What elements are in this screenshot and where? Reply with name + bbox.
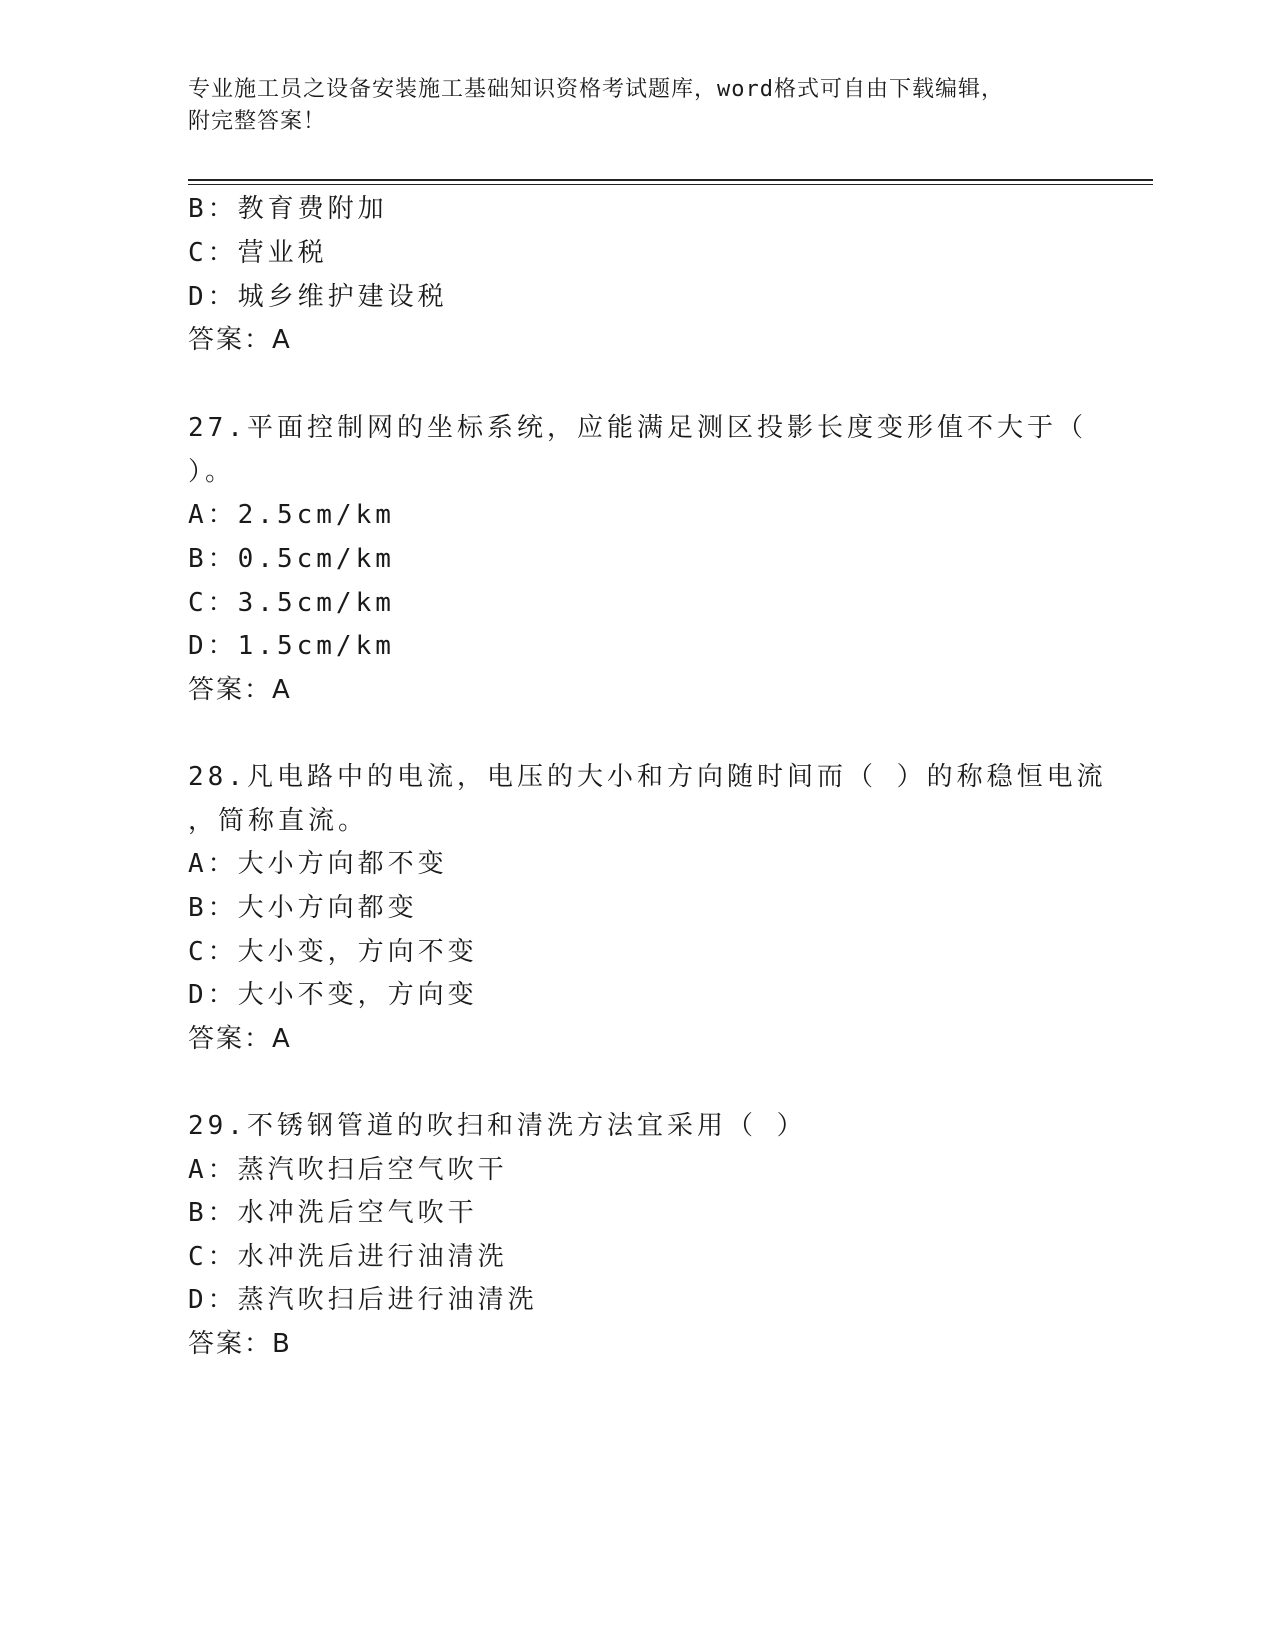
q29-option-a: A：蒸汽吹扫后空气吹干 bbox=[188, 1155, 508, 1185]
q26-answer: 答案：A bbox=[188, 325, 292, 355]
q26-option-b: B：教育费附加 bbox=[188, 194, 388, 224]
q27-option-a: A：2.5cm/km bbox=[188, 500, 395, 530]
q28-option-b: B：大小方向都变 bbox=[188, 893, 418, 923]
q27-option-d: D：1.5cm/km bbox=[188, 631, 395, 661]
q28-option-c: C：大小变，方向不变 bbox=[188, 937, 478, 967]
q27-stem-line-1: 27.平面控制网的坐标系统，应能满足测区投影长度变形值不大于（ bbox=[188, 413, 1087, 443]
q29-option-c: C：水冲洗后进行油清洗 bbox=[188, 1242, 508, 1272]
header-divider-thick bbox=[188, 179, 1153, 181]
q29-answer: 答案：B bbox=[188, 1329, 292, 1359]
document-header bbox=[188, 74, 1088, 138]
header-divider-thin bbox=[188, 184, 1153, 185]
q28-answer: 答案：A bbox=[188, 1024, 292, 1054]
q29-stem: 29.不锈钢管道的吹扫和清洗方法宜采用（ ） bbox=[188, 1111, 807, 1141]
header-line-2: 附完整答案！ bbox=[188, 109, 327, 134]
q26-option-c: C：营业税 bbox=[188, 238, 328, 268]
q28-stem-line-1: 28.凡电路中的电流，电压的大小和方向随时间而（ ）的称稳恒电流 bbox=[188, 762, 1107, 792]
q28-option-d: D：大小不变，方向变 bbox=[188, 980, 478, 1010]
q29-option-b: B：水冲洗后空气吹干 bbox=[188, 1198, 478, 1228]
q27-option-c: C：3.5cm/km bbox=[188, 588, 395, 618]
q27-option-b: B：0.5cm/km bbox=[188, 544, 395, 574]
header-line-1: 专业施工员之设备安装施工基础知识资格考试题库，word格式可自由下载编辑， bbox=[188, 77, 1004, 102]
q27-answer: 答案：A bbox=[188, 675, 292, 705]
q28-option-a: A：大小方向都不变 bbox=[188, 849, 448, 879]
q29-option-d: D：蒸汽吹扫后进行油清洗 bbox=[188, 1285, 538, 1315]
q28-stem-line-2: ，简称直流。 bbox=[188, 806, 369, 836]
q26-option-d: D：城乡维护建设税 bbox=[188, 282, 448, 312]
q27-stem-line-2: ）。 bbox=[188, 457, 236, 487]
